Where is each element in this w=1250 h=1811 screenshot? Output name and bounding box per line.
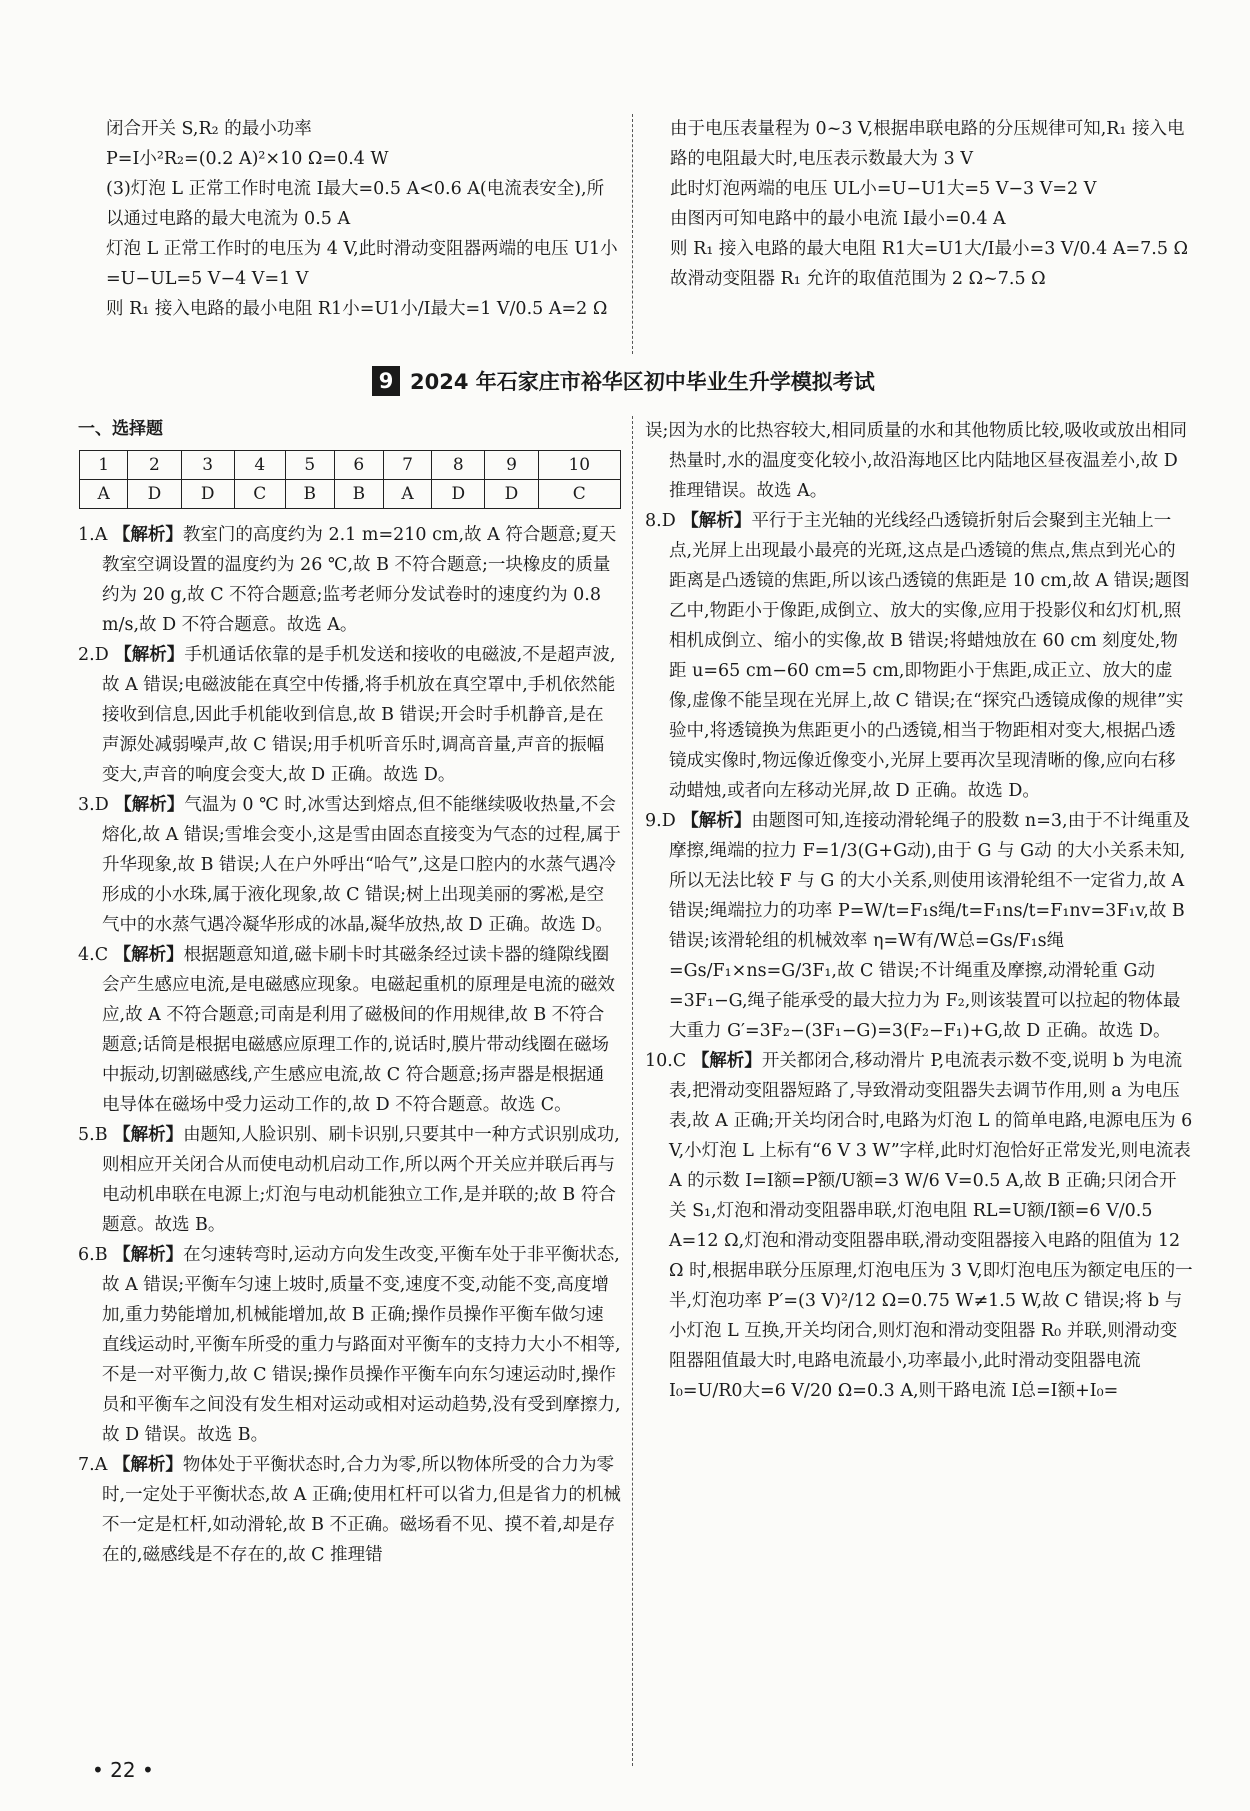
- section-title: [372, 364, 875, 398]
- analysis-tag: 【解析】: [114, 645, 185, 665]
- analysis-tag: 【解析】: [113, 1125, 184, 1145]
- answer-letter: B: [334, 480, 383, 509]
- item-number: 3.D: [78, 795, 109, 815]
- question-number: 10: [538, 451, 620, 480]
- item-text: 手机通话依靠的是手机发送和接收的电磁波,不是超声波,故 A 错误;电磁波能在真空中传播,将手机放在真空罩中,手机依然能接收到信息,因此手机能收到信息,故 B 错误;开会时手机静音,是在声源处减弱噪声,故 C 错误;用手机听音乐时,调高音量,声音的振幅变大,声音的响度会变大,故 D 正确。故选 D。: [102, 645, 616, 785]
- item-text: 教室门的高度约为 2.1 m=210 cm,故 A 符合题意;夏天教室空调设置的温度约为 26 ℃,故 B 不符合题意;一块橡皮的质量约为 20 g,故 C 不符合题意;监考老师分发试卷时的速度约为 0.8 m/s,故 D 不符合题意。故选 A。: [102, 525, 617, 635]
- item-number: 7.A: [78, 1455, 108, 1475]
- question-number: 5: [285, 451, 334, 480]
- item-number: 2.D: [78, 645, 109, 665]
- top-left-line: 闭合开关 S,R₂ 的最小功率: [106, 119, 312, 139]
- top-right-line: 此时灯泡两端的电压 UL小=U−U1大=5 V−3 V=2 V: [670, 179, 1097, 199]
- page-number: • 22 •: [92, 1758, 154, 1782]
- answer-letter: B: [285, 480, 334, 509]
- left-column: [78, 520, 621, 1570]
- column-divider: [632, 114, 633, 354]
- question-number: 3: [181, 451, 234, 480]
- item-number: 10.C: [645, 1051, 687, 1071]
- answer-item: [645, 806, 1193, 1046]
- answer-item: [645, 416, 1193, 506]
- answer-item: [78, 790, 621, 940]
- item-number: 6.B: [78, 1245, 108, 1265]
- top-right-line: 则 R₁ 接入电路的最大电阻 R1大=U1大/I最小=3 V/0.4 A=7.5 Ω: [670, 239, 1189, 259]
- item-text: 根据题意知道,磁卡刷卡时其磁条经过读卡器的缝隙线圈会产生感应电流,是电磁感应现象。电磁起重机的原理是电流的磁效应,故 A 不符合题意;司南是利用了磁极间的作用规律,故 B 不符合题意;话筒是根据电磁感应原理工作的,说话时,膜片带动线圈在磁场中振动,切割磁感线,产生感应电流,故 C 符合题意;扬声器是根据通电导体在磁场中受力运动工作的,故 D 不符合题意。故选 C。: [102, 945, 616, 1115]
- question-number: 8: [432, 451, 485, 480]
- top-left-line: P=I小²R₂=(0.2 A)²×10 Ω=0.4 W: [106, 149, 389, 169]
- item-text: 由题图可知,连接动滑轮绳子的股数 n=3,由于不计绳重及摩擦,绳端的拉力 F=1/3(G+G动),由于 G 与 G动 的大小关系未知,所以无法比较 F 与 G 的大小关系,则使用该滑轮组不一定省力,故 A 错误;绳端拉力的功率 P=W/t=F₁s绳/t=F₁ns/t=F₁nv=3F₁v,故 B 错误;该滑轮组的机械效率 η=W有/W总=Gs/F₁s绳=Gs/F₁×ns=G/3F₁,故 C 错误;不计绳重及摩擦,动滑轮重 G动=3F₁−G,绳子能承受的最大拉力为 F₂,则该装置可以拉起的物体最大重力 G′=3F₂−(3F₁−G)=3(F₂−F₁)+G,故 D 正确。故选 D。: [669, 811, 1191, 1041]
- column-divider: [632, 416, 633, 1766]
- answer-item: [78, 1450, 621, 1570]
- item-text: 在匀速转弯时,运动方向发生改变,平衡车处于非平衡状态,故 A 错误;平衡车匀速上坡时,质量不变,速度不变,动能不变,高度增加,重力势能增加,机械能增加,故 B 正确;操作员操作平衡车做匀速直线运动时,平衡车所受的重力与路面对平衡车的支持力大小不相等,不是一对平衡力,故 C 错误;操作员操作平衡车向东匀速运动时,操作员和平衡车之间没有发生相对运动或相对运动趋势,没有受到摩擦力,故 D 错误。故选 B。: [102, 1245, 621, 1445]
- answer-letter: D: [128, 480, 181, 509]
- analysis-tag: 【解析】: [114, 795, 185, 815]
- item-text: 物体处于平衡状态时,合力为零,所以物体所受的合力为零时,一定处于平衡状态,故 A 正确;使用杠杆可以省力,但是省力的机械不一定是杠杆,如动滑轮,故 B 不正确。磁场看不见、摸不着,却是存在的,磁感线是不存在的,故 C 推理错: [102, 1455, 621, 1565]
- section-title-text: 2024 年石家庄市裕华区初中毕业生升学模拟考试: [410, 370, 875, 394]
- subsection-heading: 一、选择题: [78, 419, 163, 439]
- top-left-line: 灯泡 L 正常工作时的电压为 4 V,此时滑动变阻器两端的电压 U1小=U−UL=5 V−4 V=1 V: [106, 239, 618, 289]
- top-right-line: 由于电压表量程为 0~3 V,根据串联电路的分压规律可知,R₁ 接入电路的电阻最大时,电压表示数最大为 3 V: [670, 119, 1185, 169]
- analysis-tag: 【解析】: [691, 1051, 762, 1071]
- question-number: 1: [80, 451, 128, 480]
- item-text: 误;因为水的比热容较大,相同质量的水和其他物质比较,吸收或放出相同热量时,水的温度变化较小,故沿海地区比内陆地区昼夜温差小,故 D 推理错误。故选 A。: [645, 421, 1188, 501]
- top-right-line: 故滑动变阻器 R₁ 允许的取值范围为 2 Ω~7.5 Ω: [670, 269, 1046, 289]
- answer-letter: A: [383, 480, 431, 509]
- question-number: 9: [485, 451, 538, 480]
- question-number: 2: [128, 451, 181, 480]
- top-right-column: [670, 114, 1190, 294]
- answer-letter: C: [234, 480, 285, 509]
- analysis-tag: 【解析】: [681, 511, 752, 531]
- item-text: 开关都闭合,移动滑片 P,电流表示数不变,说明 b 为电流表,把滑动变阻器短路了,导致滑动变阻器失去调节作用,则 a 为电压表,故 A 正确;开关均闭合时,电路为灯泡 L 的简单电路,电源电压为 6 V,小灯泡 L 上标有“6 V 3 W”字样,此时灯泡恰好正常发光,则电流表 A 的示数 I=I额=P额/U额=3 W/6 V=0.5 A,故 B 正确;只闭合开关 S₁,灯泡和滑动变阻器串联,灯泡电阻 RL=U额/I额=6 V/0.5 A=12 Ω,灯泡和滑动变阻器串联,滑动变阻器接入电路的阻值为 12 Ω 时,根据串联分压原理,灯泡电压为 3 V,即灯泡电压为额定电压的一半,灯泡功率 P′=(3 V)²/12 Ω=0.75 W≠1.5 W,故 C 错误;将 b 与小灯泡 L 互换,开关均闭合,则灯泡和滑动变阻器 R₀ 并联,则滑动变阻器阻值最大时,电路电流最小,功率最小,此时滑动变阻器电流 I₀=U/R0大=6 V/20 Ω=0.3 A,则干路电流 I总=I额+I₀=: [669, 1051, 1193, 1401]
- answer-table: [79, 450, 621, 509]
- item-number: 1.A: [78, 525, 108, 545]
- analysis-tag: 【解析】: [112, 525, 183, 545]
- top-left-line: (3)灯泡 L 正常工作时电流 I最大=0.5 A<0.6 A(电流表安全),所以通过电路的最大电流为 0.5 A: [106, 179, 605, 229]
- answer-letter: D: [485, 480, 538, 509]
- item-number: 5.B: [78, 1125, 108, 1145]
- top-right-line: 由图丙可知电路中的最小电流 I最小=0.4 A: [670, 209, 1006, 229]
- question-number: 7: [383, 451, 431, 480]
- right-column: [645, 416, 1193, 1406]
- answer-item: [78, 1120, 621, 1240]
- answer-item: [78, 940, 621, 1120]
- top-left-line: 则 R₁ 接入电路的最小电阻 R1小=U1小/I最大=1 V/0.5 A=2 Ω: [106, 299, 608, 319]
- item-number: 9.D: [645, 811, 676, 831]
- analysis-tag: 【解析】: [113, 1245, 184, 1265]
- answer-item: [78, 520, 621, 640]
- answer-letter: D: [432, 480, 485, 509]
- answer-item: [645, 1046, 1193, 1406]
- answer-letter: A: [80, 480, 128, 509]
- question-number: 4: [234, 451, 285, 480]
- question-number: 6: [334, 451, 383, 480]
- answer-table-numbers-row: [80, 451, 621, 480]
- analysis-tag: 【解析】: [112, 1455, 183, 1475]
- top-left-column: [106, 114, 621, 324]
- answer-table-answers-row: [80, 480, 621, 509]
- answer-item: [78, 1240, 621, 1450]
- item-text: 气温为 0 ℃ 时,冰雪达到熔点,但不能继续吸收热量,不会熔化,故 A 错误;雪堆会变小,这是雪由固态直接变为气态的过程,属于升华现象,故 B 错误;人在户外呼出“哈气”,这是口腔内的水蒸气遇冷形成的小水珠,属于液化现象,故 C 错误;树上出现美丽的雾凇,是空气中的水蒸气遇冷凝华形成的冰晶,凝华放热,故 D 正确。故选 D。: [102, 795, 621, 935]
- item-number: 4.C: [78, 945, 109, 965]
- answer-item: [645, 506, 1193, 806]
- answer-item: [78, 640, 621, 790]
- analysis-tag: 【解析】: [113, 945, 184, 965]
- item-text: 由题知,人脸识别、刷卡识别,只要其中一种方式识别成功,则相应开关闭合从而使电动机启动工作,所以两个开关应并联后再与电动机串联在电源上;灯泡与电动机能独立工作,是并联的;故 B 符合题意。故选 B。: [102, 1125, 620, 1235]
- analysis-tag: 【解析】: [681, 811, 752, 831]
- item-text: 平行于主光轴的光线经凸透镜折射后会聚到主光轴上一点,光屏上出现最小最亮的光斑,这点是凸透镜的焦点,焦点到光心的距离是凸透镜的焦距,所以该凸透镜的焦距是 10 cm,故 A 错误;题图乙中,物距小于像距,成倒立、放大的实像,应用于投影仪和幻灯机,照相机成倒立、缩小的实像,故 B 错误;将蜡烛放在 60 cm 刻度处,物距 u=65 cm−60 cm=5 cm,即物距小于焦距,成正立、放大的虚像,虚像不能呈现在光屏上,故 C 错误;在“探究凸透镜成像的规律”实验中,将透镜换为焦距更小的凸透镜,相当于物距相对变大,根据凸透镜成实像时,物远像近像变小,光屏上要再次呈现清晰的像,应向右移动蜡烛,或者向左移动光屏,故 D 正确。故选 D。: [669, 511, 1190, 801]
- item-number: 8.D: [645, 511, 676, 531]
- answer-letter: C: [538, 480, 620, 509]
- answer-letter: D: [181, 480, 234, 509]
- section-number: 9: [372, 366, 400, 396]
